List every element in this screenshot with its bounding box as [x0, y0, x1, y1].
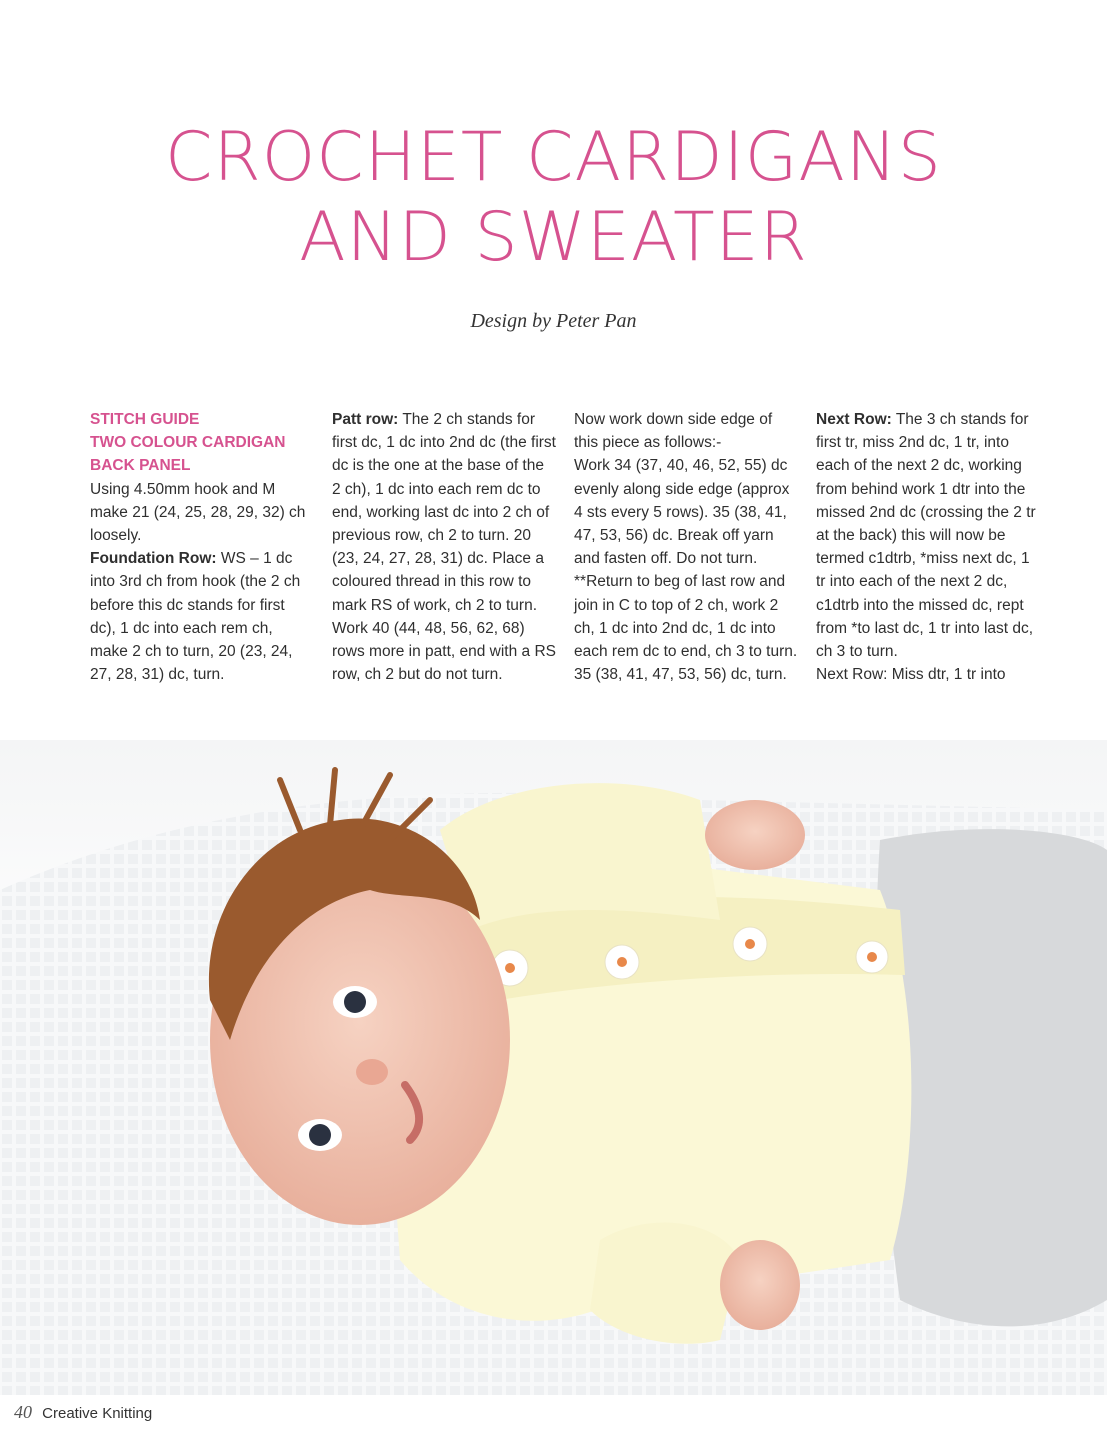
page-number: 40 — [14, 1402, 32, 1422]
baby-illustration — [0, 740, 1107, 1395]
instruction-paragraph: Work 34 (37, 40, 46, 52, 55) dc evenly along side edge (approx 4 sts every 5 rows). 35 (38, 41, 47, 53, 56) dc. Break off yarn and fasten off. Do not turn. — [574, 457, 790, 568]
instruction-paragraph: **Return to beg of last row and join in C to top of 2 ch, work 2 ch, 1 dc into 2nd dc, 1 dc into each rem dc to end, ch 3 to turn. 35 (38, 41, 47, 53, 56) dc, turn. — [574, 573, 798, 684]
baby-fist — [720, 1240, 800, 1330]
title-line-1: CROCHET CARDIGANS — [165, 118, 942, 197]
cardigan-heading: TWO COLOUR CARDIGAN — [90, 434, 286, 452]
row-text: WS – 1 dc into 3rd ch from hook (the 2 ch before this dc stands for first dc), 1 dc into each rem ch, make 2 ch to turn, 20 (23, 24, 27, 28, 31) dc, turn. — [90, 550, 301, 684]
baby-photo — [0, 740, 1107, 1395]
cardigan-lower-sleeve — [590, 1223, 740, 1344]
row-label: Foundation Row: — [90, 550, 217, 568]
designer-byline: Design by Peter Pan — [470, 310, 637, 332]
instruction-paragraph — [816, 408, 1040, 663]
text-column-4 — [816, 408, 1040, 686]
baby-hand — [705, 800, 805, 870]
instruction-paragraph — [332, 408, 556, 617]
row-text: The 2 ch stands for first dc, 1 dc into 2nd dc (the first dc is the one at the base of the 2 ch), 1 dc into each rem dc to end, working last dc into 2 ch of previous row, ch 2 to turn. 20 (23, 24, 27, 28, 31) dc. Place a coloured thread in this row to mark RS of work, ch 2 to turn. — [332, 411, 556, 614]
text-column-3 — [574, 408, 798, 686]
row-text: The 3 ch stands for first tr, miss 2nd dc, 1 tr, into each of the next 2 dc, working from behind work 1 dtr into the missed 2nd dc (crossing the 2 tr at the back) this will now be termed c1dtrb, *miss next dc, 1 tr into each of the next 2 dc, c1dtrb into the missed dc, rept from *to last dc, 1 tr into last dc, ch 3 to turn. — [816, 411, 1036, 661]
instruction-paragraph — [90, 547, 314, 686]
back-panel-heading: BACK PANEL — [90, 457, 191, 475]
instruction-paragraph: Next Row: Miss dtr, 1 tr into — [816, 666, 1006, 684]
page-title — [0, 118, 1107, 278]
instruction-paragraph: Using 4.50mm hook and M make 21 (24, 25, 28, 29, 32) ch loosely. — [90, 480, 306, 545]
instruction-paragraph: Now work down side edge of this piece as follows:- — [574, 411, 773, 452]
row-label: Next Row: — [816, 411, 892, 428]
text-column-2 — [332, 408, 556, 686]
row-label: Patt row: — [332, 411, 399, 428]
cardigan-sleeve — [440, 783, 720, 930]
page-footer — [14, 1402, 152, 1423]
publication-name: Creative Knitting — [42, 1405, 153, 1422]
text-column-1 — [90, 408, 314, 686]
instruction-paragraph: Work 40 (44, 48, 56, 62, 68) rows more in patt, end with a RS row, ch 2 but do not turn. — [332, 619, 556, 684]
baby-nose — [356, 1059, 388, 1085]
stitch-guide-heading: STITCH GUIDE — [90, 411, 200, 428]
title-line-2: AND SWEATER — [299, 198, 808, 277]
